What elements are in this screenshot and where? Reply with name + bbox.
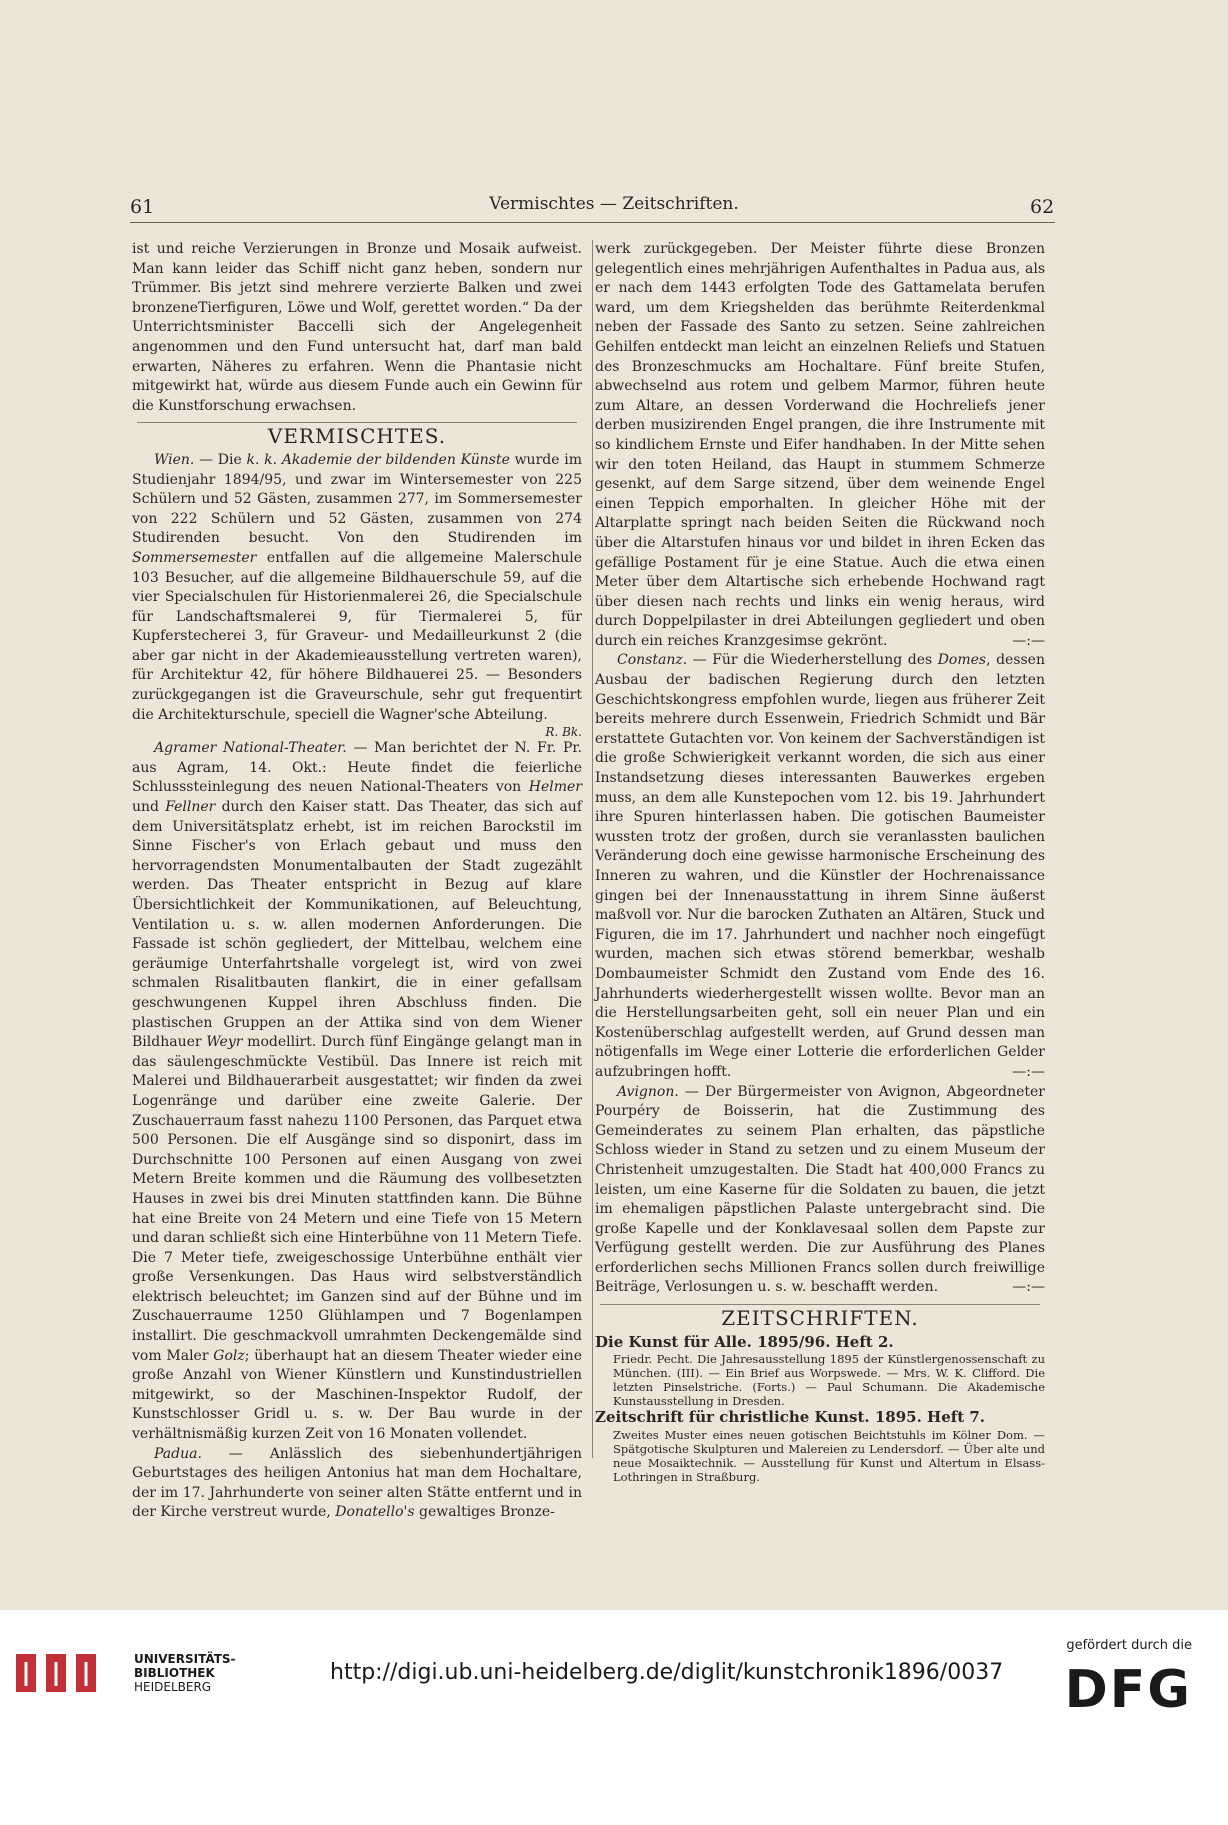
- library-name-line: BIBLIOTHEK: [134, 1666, 215, 1680]
- journal-contents: Friedr. Pecht. Die Jahresausstellung 1895 der Künstlergenossenschaft zu München. (III). — Ein Brief aus Worpswede. — Mrs. W. K. Clifford. Die letzten Pinselstriche. (Forts.) — Paul Schumann. Die Akademische Kunstausstellung in Dresden.: [613, 1352, 1045, 1409]
- place-lead-constanz: Constanz.: [617, 652, 688, 669]
- paragraph-avignon: [595, 1083, 1045, 1299]
- paragraph-constanz: [595, 651, 1045, 1082]
- text-run: , dessen Ausbau der badischen Regierung durch den letzten Geschichtskongress empfohlen wurde, liegen aus früherer Zeit bereits mehrere durch Essenwein, Friedrich Schmidt und Bär erstattete Gutachten vor. Von keinem der Sachverständigen ist die große Schwierigkeit verkannt worden, die sich aus einer Instandsetzung dieses interessanten Bauwerkes ergeben muss, an dem alle Kunstepochen vom 12. bis 19. Jahrhundert ihre Spuren hinterlassen haben. Die gotischen Baumeister wussten trotz der großen, durch sie veranlassten baulichen Veränderung doch eine gewisse harmonische Erscheinung des Inneren zu wahren, und die Künstler der Hochrenaissance gingen bei der Innenausstattung in ihrem Sinne äußerst maßvoll vor. Nur die barocken Zuthaten an Altären, Stuck und Figuren, die im 17. Jahrhundert und nachher noch eingefügt wurden, machen sich etwas störend bemerkbar, weshalb Dombaumeister Schmidt den Zustand vom Ende des 16. Jahrhunderts wiederhergestellt wissen wollte. Bevor man an die Herstellungsarbeiten geht, soll ein neuer Plan und ein Kostenüberschlag aufgestellt werden, auf Grund dessen man nötigenfalls im Wege einer Lotterie die erforderlichen Gelder aufzubringen hofft.: [595, 652, 1045, 1080]
- paragraph-padua: [132, 1445, 582, 1523]
- place-lead-avignon: Avignon.: [617, 1083, 679, 1100]
- person-donatello: Donatello's: [335, 1504, 415, 1521]
- section-heading-vermischtes: VERMISCHTES.: [267, 424, 447, 449]
- text-run: ; überhaupt hat an diesem Theater wieder eine große Anzahl von Wiener Künstlern und Kunstindustriellen mitgewirkt, so der Maschinen-Inspektor Rudolf, der Kunstschlosser Gridl u. s. w. Der Bau wurde in der verhältnismäßig kurzen Zeit von 16 Monaten vollendet.: [132, 1347, 582, 1443]
- dfg-logo: DFG: [1064, 1660, 1192, 1720]
- text-run: — Für die Wiederherstellung des: [687, 652, 938, 669]
- column-divider: [592, 240, 593, 1458]
- institution-name: k. k. Akademie der bildenden Künste: [246, 451, 510, 468]
- journal-contents: Zweites Muster eines neuen gotischen Beichtstuhls im Kölner Dom. — Spätgotische Skulpturen und Malereien zu Lendersdorf. — Über alte und neue Mosaiktechnik. — Ausstellung für Kunst und Altertum in Elsass-Lothringen in Straßburg.: [613, 1427, 1045, 1484]
- person-golz: Golz: [213, 1347, 245, 1364]
- section-heading-zeitschriften: ZEITSCHRIFTEN.: [721, 1306, 919, 1331]
- funding-label: gefördert durch die: [1066, 1638, 1192, 1653]
- text-run: — Der Bürgermeister von Avignon, Abgeordneter Pourpéry de Boisserin, hat die Zustimmung des Gemeinderates zu seinem Plan erhalten, das päpstliche Schloss wieder in Stand zu setzen und zu einem Museum der Christenheit umzugestalten. Die Stadt hat 400,000 Francs zu leisten, um eine Kaserne für die Soldaten zu bauen, die jetzt im ehemaligen päpstlichen Palaste untergebracht sind. Die große Kapelle und der Konklavesaal sollen dem Papste zur Verfügung gestellt werden. Die zur Ausführung des Planes erforderlichen sechs Millionen Francs sollen durch freiwillige Beiträge, Verlosungen u. s. w. beschafft werden.: [595, 1083, 1045, 1296]
- paragraph-padua-cont: [595, 240, 1045, 651]
- column-right: [595, 240, 1045, 1484]
- place-lead-padua: Padua.: [154, 1445, 202, 1462]
- digitization-footer: [0, 1620, 1228, 1825]
- place-lead-wien: Wien.: [154, 451, 195, 468]
- university-library-logo: [12, 1646, 124, 1696]
- term-domes: Domes: [937, 652, 987, 669]
- paragraph-intro: ist und reiche Verzierungen in Bronze und Mosaik aufweist. Man kann leider das Schiff nicht ganz heben, sondern nur Trümmer. Bis jetzt sind mehrere verzierte Balken und zwei bronzeneTierfiguren, Löwe und Wolf, gerettet worden.“ Da der Unterrichtsminister Baccelli sich der Angelegenheit angenommen und den Fund untersucht hat, darf man bald erwarten, Näheres zu erfahren. Wenn die Phantasie nicht mitgewirkt hat, würde aus diesem Funde auch ein Gewinn für die Kunstforschung erwachsen.: [132, 241, 582, 414]
- journal-title: Die Kunst für Alle. 1895/96. Heft 2.: [595, 1332, 894, 1351]
- text-run: modellirt. Durch fünf Eingänge gelangt man in das säulengeschmückte Vestibül. Das Innere ist reich mit Malerei und Bildhauerarbeit ausgestattet; wir finden da zwei Logenränge und darüber eine zweite Galerie. Der Zuschauerraum fasst nahezu 1100 Personen, das Parquet etwa 500 Personen. Die elf Ausgänge sind so disponirt, dass im Durchschnitte 100 Personen auf einen Ausgang von zwei Metern Breite kommen und die Räumung des vollbesetzten Hauses in zwei bis drei Minuten stattfinden kann. Die Bühne hat eine Breite von 24 Metern und eine Tiefe von 15 Metern und daran schließt sich eine Hinterbühne von 11 Metern Tiefe. Die 7 Meter tiefe, zweigeschossige Unterbühne enthält vier große Versenkungen. Das Haus wird selbstverständlich elektrisch beleuchtet; im Ganzen sind auf der Bühne und im Zuschauerraume 1250 Glühlampen und 7 Bogenlampen installirt. Die geschmackvoll umrahmten Deckengemälde sind vom Maler: [132, 1034, 582, 1364]
- column-left: [132, 240, 582, 1523]
- running-title: Vermischtes — Zeitschriften.: [489, 194, 739, 214]
- source-url-link[interactable]: http://digi.ub.uni-heidelberg.de/diglit/kunstchronik1896/0037: [330, 1660, 1004, 1685]
- section-rule: [137, 422, 577, 423]
- place-lead-agram: Agramer National-Theater.: [154, 740, 347, 757]
- separator: —:—: [1012, 632, 1045, 649]
- text-run: — Anlässlich des siebenhundertjährigen Geburtstages des heiligen Antonius hat man dem Hochaltare, der im 17. Jahrhunderte von seiner alten Stätte entfernt und in der Kirche verstreut wurde,: [132, 1445, 582, 1521]
- text-run: und: [132, 799, 166, 816]
- journal-title: Zeitschrift für christliche Kunst. 1895. Heft 7.: [595, 1408, 986, 1427]
- term-sommersemester: Sommersemester: [132, 549, 257, 566]
- person-helmer: Helmer: [528, 779, 582, 796]
- separator: —:—: [1012, 1279, 1045, 1296]
- paragraph-agram: [132, 739, 582, 1444]
- text-run: entfallen auf die allgemeine Malerschule 103 Besucher, auf die allgemeine Bildhauerschule 59, auf die vier Specialschulen für Historienmalerei 26, die Specialschule für Landschaftsmalerei 9, für Tiermalerei 5, für Kupferstecherei 3, für Graveur- und Medailleurkunst 2 (die aber gar nicht in der Akademieausstellung vertreten waren), für Architektur 42, für höhere Bildhauerei 25. — Besonders zurückgegangen ist die Graveurschule, sehr gut frequentirt die Architekturschule, speciell die Wagner'sche Abteilung.: [132, 549, 582, 723]
- text-run: — Man berichtet der N. Fr. Pr. aus Agram, 14. Okt.: Heute findet die feierliche Schlusssteinlegung des neuen National-Theaters von: [132, 740, 582, 796]
- library-name: [134, 1652, 236, 1694]
- header-rule: [130, 222, 1055, 223]
- person-weyr: Weyr: [206, 1034, 243, 1051]
- text-run: gewaltiges Bronze-: [414, 1504, 555, 1521]
- text-run: wurde im Studienjahr 1894/95, und zwar im Wintersemester von 225 Schülern und 52 Gästen, zusammen 277, im Sommersemester von 222 Schülern und 52 Gästen, zusammen von 274 Studirenden besucht. Von den Studirenden im: [132, 451, 582, 547]
- section-rule: [600, 1304, 1040, 1305]
- page-number-left: 61: [130, 196, 155, 218]
- page-number-right: 62: [1030, 196, 1055, 218]
- library-name-line: UNIVERSITÄTS-: [134, 1652, 236, 1666]
- text-run: durch den Kaiser statt. Das Theater, das sich auf dem Universitätsplatz erhebt, ist im reichen Barockstil im Sinne Fischer's von Erlach gebaut und muss den hervorragendsten Monumentalbauten der Stadt zugezählt werden. Das Theater entspricht in Bezug auf klare Übersichtlichkeit der Kommunikationen, auf Beleuchtung, Ventilation u. s. w. allen modernen Anforderungen. Die Fassade ist schön gegliedert, der Mittelbau, welchem eine geräumige Unterfahrtshalle vorgelegt ist, wird von zwei schmalen Risalitbauten flankirt, die in einer gefallsam geschwungenen Kuppel ihren Abschluss finden. Die plastischen Gruppen an der Attika sind von dem Wiener Bildhauer: [132, 799, 582, 1051]
- text-run: werk zurückgegeben. Der Meister führte diese Bronzen gelegentlich eines mehrjährigen Aufenthaltes in Padua aus, als er nach dem 1443 erfolgten Tode des Gattamelata berufen ward, um dem Kriegshelden das berühmte Reiterdenkmal neben der Fassade des Santo zu setzen. Seine zahlreichen Gehilfen entdeckt man leicht an einzelnen Reliefs und Statuen des Bronzeschmucks am Hochaltare. Fünf breite Stufen, abwechselnd aus rotem und gelbem Marmor, führen heute zum Altare, an dessen Vorderwand die Hochreliefs jener derben musizirenden Engel prangen, die ihre Instrumente mit so kindlichem Ernste und Eifer handhaben. In der Mitte sehen wir den toten Heiland, das Haupt in stummem Schmerze gesenkt, auf dem Sarge sitzend, über dem weinende Engel einen Teppich emporhalten. In gleicher Höhe mit der Altarplatte springt nach beiden Seiten die Rückwand noch über die Altarstufen hinaus vor und bildet in ihren Ecken das gefällige Postament für je eine Statue. Auch die etwa einen Meter über dem Altartische sich erhebende Hochwand ragt über diesen nach rechts und links ein wenig heraus, wird durch Doppelpilaster in drei Abteilungen gegliedert und oben durch ein reiches Kranzgesimse gekrönt.: [595, 241, 1045, 649]
- separator: —:—: [1012, 1063, 1045, 1080]
- library-name-line: HEIDELBERG: [134, 1680, 212, 1694]
- signature: R. Bk.: [545, 725, 582, 740]
- person-fellner: Fellner: [165, 799, 216, 816]
- text-run: — Die: [194, 451, 247, 468]
- paragraph-wien: [132, 451, 582, 739]
